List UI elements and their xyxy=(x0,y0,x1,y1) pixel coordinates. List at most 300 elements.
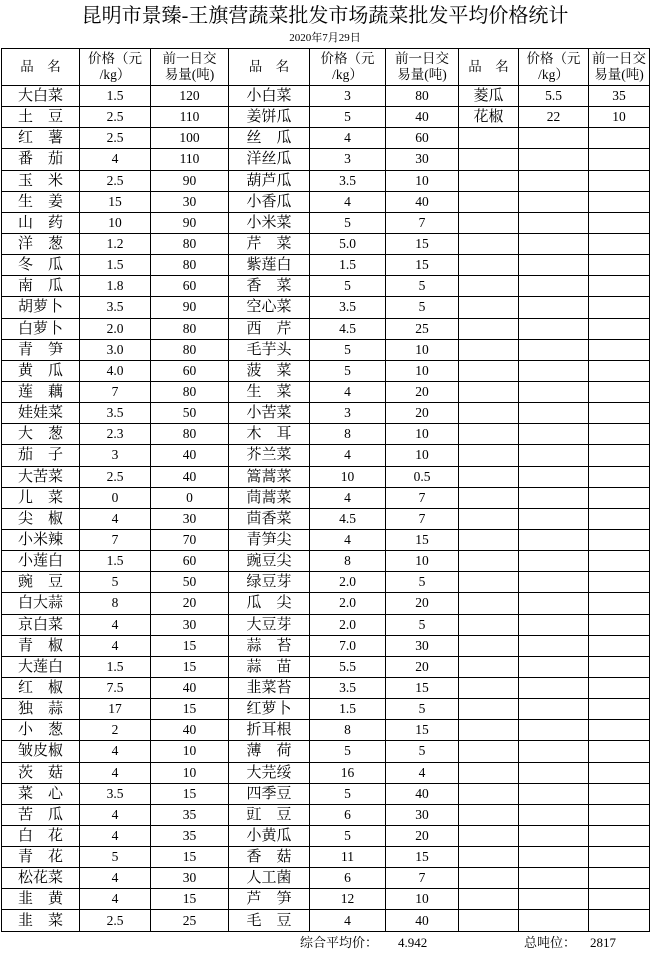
cell-volume: 15 xyxy=(151,889,229,910)
cell-price xyxy=(519,825,589,846)
cell-volume xyxy=(589,593,650,614)
cell-name: 茄 子 xyxy=(2,445,80,466)
table-row xyxy=(2,720,650,741)
table-row xyxy=(2,424,650,445)
cell-price xyxy=(519,551,589,572)
table-row xyxy=(2,529,650,550)
table-row xyxy=(2,487,650,508)
cell-name: 小黄瓜 xyxy=(229,825,310,846)
cell-price: 4 xyxy=(80,508,151,529)
cell-name xyxy=(459,508,519,529)
cell-price xyxy=(519,677,589,698)
cell-price: 4 xyxy=(80,825,151,846)
header-price xyxy=(80,49,151,86)
cell-name: 豇 豆 xyxy=(229,804,310,825)
cell-price: 3.5 xyxy=(80,783,151,804)
cell-price: 7.5 xyxy=(80,677,151,698)
table-row xyxy=(2,508,650,529)
cell-price xyxy=(519,529,589,550)
cell-volume xyxy=(589,720,650,741)
cell-volume: 20 xyxy=(151,593,229,614)
cell-name: 洋丝瓜 xyxy=(229,149,310,170)
cell-name: 瓜 尖 xyxy=(229,593,310,614)
cell-volume: 60 xyxy=(386,128,459,149)
cell-name xyxy=(459,191,519,212)
cell-price: 5 xyxy=(310,783,386,804)
cell-volume: 5 xyxy=(386,276,459,297)
cell-name: 毛芋头 xyxy=(229,339,310,360)
cell-volume: 90 xyxy=(151,212,229,233)
cell-price: 4 xyxy=(80,741,151,762)
cell-name: 大白菜 xyxy=(2,86,80,107)
cell-volume: 5 xyxy=(386,699,459,720)
cell-name: 红萝卜 xyxy=(229,699,310,720)
cell-price: 4 xyxy=(80,762,151,783)
cell-volume xyxy=(589,212,650,233)
cell-price xyxy=(519,255,589,276)
cell-volume xyxy=(589,149,650,170)
report-date: 2020年7月29日 xyxy=(289,32,361,44)
cell-name: 小米辣 xyxy=(2,529,80,550)
cell-name: 大芫绥 xyxy=(229,762,310,783)
table-row xyxy=(2,551,650,572)
cell-name xyxy=(459,529,519,550)
cell-volume: 7 xyxy=(386,868,459,889)
cell-price: 2 xyxy=(80,720,151,741)
cell-name xyxy=(459,677,519,698)
cell-name xyxy=(459,233,519,254)
cell-name xyxy=(459,825,519,846)
cell-name: 茼蒿菜 xyxy=(229,487,310,508)
cell-name xyxy=(459,720,519,741)
cell-volume: 0 xyxy=(151,487,229,508)
cell-name: 小莲白 xyxy=(2,551,80,572)
cell-volume xyxy=(589,508,650,529)
cell-volume xyxy=(589,551,650,572)
cell-name xyxy=(459,783,519,804)
cell-price: 1.5 xyxy=(310,699,386,720)
cell-name: 生 姜 xyxy=(2,191,80,212)
cell-name: 红 薯 xyxy=(2,128,80,149)
cell-price xyxy=(519,445,589,466)
cell-name xyxy=(459,466,519,487)
cell-volume: 60 xyxy=(151,551,229,572)
cell-volume: 70 xyxy=(151,529,229,550)
cell-name: 香 菇 xyxy=(229,847,310,868)
cell-name: 香 菜 xyxy=(229,276,310,297)
cell-volume: 7 xyxy=(386,212,459,233)
cell-volume: 20 xyxy=(386,825,459,846)
cell-name: 白萝卜 xyxy=(2,318,80,339)
cell-name xyxy=(459,614,519,635)
header-price-line1: 价格（元 xyxy=(88,51,142,66)
cell-name: 独 蒜 xyxy=(2,699,80,720)
cell-price xyxy=(519,593,589,614)
cell-name: 白大蒜 xyxy=(2,593,80,614)
cell-volume: 60 xyxy=(151,360,229,381)
price-table xyxy=(1,48,650,932)
table-row xyxy=(2,191,650,212)
header-price-line2: /kg） xyxy=(538,67,569,82)
cell-name: 韭 黄 xyxy=(2,889,80,910)
cell-volume xyxy=(589,847,650,868)
header-price xyxy=(519,49,589,86)
cell-name xyxy=(459,741,519,762)
cell-price: 8 xyxy=(310,720,386,741)
average-price-value: 4.942 xyxy=(398,935,428,950)
cell-volume: 4 xyxy=(386,762,459,783)
cell-name: 玉 米 xyxy=(2,170,80,191)
header-volume-line2: 易量(吨) xyxy=(164,67,215,82)
header-volume-line1: 前一日交 xyxy=(162,51,217,66)
cell-price: 3.5 xyxy=(80,297,151,318)
cell-price: 7 xyxy=(80,381,151,402)
cell-price xyxy=(519,804,589,825)
cell-volume: 110 xyxy=(151,107,229,128)
cell-volume: 20 xyxy=(386,403,459,424)
cell-volume xyxy=(589,233,650,254)
header-price xyxy=(310,49,386,86)
cell-name xyxy=(459,593,519,614)
cell-volume: 7 xyxy=(386,508,459,529)
header-price-line1: 价格（元 xyxy=(320,51,375,66)
cell-price: 5.0 xyxy=(310,233,386,254)
cell-price xyxy=(519,149,589,170)
cell-name: 茴香菜 xyxy=(229,508,310,529)
cell-volume xyxy=(589,191,650,212)
cell-volume xyxy=(589,128,650,149)
cell-price: 2.0 xyxy=(310,614,386,635)
cell-volume xyxy=(589,741,650,762)
cell-volume: 5 xyxy=(386,614,459,635)
cell-volume: 0.5 xyxy=(386,466,459,487)
cell-volume: 60 xyxy=(151,276,229,297)
cell-name: 芹 菜 xyxy=(229,233,310,254)
cell-price: 3 xyxy=(310,86,386,107)
cell-name xyxy=(459,255,519,276)
cell-volume xyxy=(589,762,650,783)
table-row xyxy=(2,825,650,846)
cell-price: 5 xyxy=(310,825,386,846)
cell-price: 10 xyxy=(80,212,151,233)
cell-price xyxy=(519,191,589,212)
table-row xyxy=(2,889,650,910)
cell-volume xyxy=(589,910,650,931)
cell-price: 1.8 xyxy=(80,276,151,297)
table-row xyxy=(2,572,650,593)
cell-price xyxy=(519,699,589,720)
cell-volume: 10 xyxy=(151,762,229,783)
table-row xyxy=(2,466,650,487)
cell-volume: 30 xyxy=(151,508,229,529)
cell-name: 黄 瓜 xyxy=(2,360,80,381)
cell-volume: 30 xyxy=(151,868,229,889)
table-row xyxy=(2,381,650,402)
cell-volume xyxy=(589,614,650,635)
cell-name: 土 豆 xyxy=(2,107,80,128)
cell-price: 4 xyxy=(80,635,151,656)
cell-name: 小米菜 xyxy=(229,212,310,233)
cell-volume xyxy=(589,825,650,846)
cell-name: 青 椒 xyxy=(2,635,80,656)
table-row xyxy=(2,699,650,720)
cell-volume: 10 xyxy=(386,170,459,191)
table-row xyxy=(2,360,650,381)
cell-price: 5 xyxy=(310,360,386,381)
cell-price xyxy=(519,635,589,656)
cell-volume: 80 xyxy=(151,424,229,445)
cell-name xyxy=(459,699,519,720)
cell-price: 0 xyxy=(80,487,151,508)
cell-price: 2.5 xyxy=(80,107,151,128)
cell-volume: 5 xyxy=(386,572,459,593)
header-price-line2: /kg） xyxy=(99,67,131,82)
cell-name xyxy=(459,762,519,783)
cell-volume: 40 xyxy=(151,677,229,698)
header-name-label: 品 名 xyxy=(20,59,61,74)
table-row xyxy=(2,403,650,424)
cell-price: 5 xyxy=(310,107,386,128)
table-row xyxy=(2,677,650,698)
cell-name: 大 葱 xyxy=(2,424,80,445)
cell-name xyxy=(459,149,519,170)
cell-volume: 15 xyxy=(386,255,459,276)
cell-volume: 10 xyxy=(589,107,650,128)
table-row xyxy=(2,656,650,677)
cell-name: 皱皮椒 xyxy=(2,741,80,762)
table-row xyxy=(2,212,650,233)
cell-price: 4.0 xyxy=(80,360,151,381)
cell-price xyxy=(519,847,589,868)
cell-price: 2.5 xyxy=(80,466,151,487)
cell-price: 4 xyxy=(310,128,386,149)
table-row xyxy=(2,910,650,931)
cell-name: 莲 藕 xyxy=(2,381,80,402)
cell-price xyxy=(519,656,589,677)
cell-price: 3 xyxy=(310,149,386,170)
cell-name: 青 花 xyxy=(2,847,80,868)
cell-volume: 80 xyxy=(386,86,459,107)
cell-name: 葫芦瓜 xyxy=(229,170,310,191)
cell-volume: 40 xyxy=(151,720,229,741)
cell-volume: 15 xyxy=(151,656,229,677)
cell-price xyxy=(519,783,589,804)
cell-name xyxy=(459,318,519,339)
table-row xyxy=(2,276,650,297)
cell-price: 4 xyxy=(310,191,386,212)
cell-volume xyxy=(589,445,650,466)
table-row xyxy=(2,297,650,318)
cell-volume: 25 xyxy=(151,910,229,931)
cell-name: 韭 菜 xyxy=(2,910,80,931)
table-row xyxy=(2,741,650,762)
cell-volume: 10 xyxy=(386,360,459,381)
cell-price: 11 xyxy=(310,847,386,868)
cell-price: 7 xyxy=(80,529,151,550)
cell-volume xyxy=(589,255,650,276)
header-name xyxy=(459,49,519,86)
cell-name: 儿 菜 xyxy=(2,487,80,508)
cell-volume: 40 xyxy=(386,910,459,931)
cell-name: 菱瓜 xyxy=(459,86,519,107)
cell-price xyxy=(519,466,589,487)
table-row xyxy=(2,593,650,614)
cell-volume xyxy=(589,318,650,339)
cell-price: 8 xyxy=(80,593,151,614)
cell-price: 3 xyxy=(310,403,386,424)
cell-volume xyxy=(589,487,650,508)
cell-volume: 30 xyxy=(386,149,459,170)
table-row xyxy=(2,614,650,635)
cell-price: 1.5 xyxy=(80,255,151,276)
cell-price xyxy=(519,741,589,762)
cell-name: 木 耳 xyxy=(229,424,310,445)
cell-name xyxy=(459,847,519,868)
cell-volume xyxy=(589,170,650,191)
cell-volume xyxy=(589,804,650,825)
cell-name xyxy=(459,445,519,466)
cell-volume xyxy=(589,889,650,910)
cell-name xyxy=(459,403,519,424)
cell-price: 5 xyxy=(310,339,386,360)
cell-price: 5 xyxy=(310,741,386,762)
cell-volume: 20 xyxy=(386,656,459,677)
cell-name: 四季豆 xyxy=(229,783,310,804)
total-tonnage-value: 2817 xyxy=(590,935,616,950)
cell-volume: 40 xyxy=(151,466,229,487)
cell-volume: 5 xyxy=(386,741,459,762)
cell-volume: 30 xyxy=(151,614,229,635)
cell-price: 5 xyxy=(310,276,386,297)
cell-volume: 40 xyxy=(386,191,459,212)
cell-price: 2.5 xyxy=(80,170,151,191)
cell-volume xyxy=(589,635,650,656)
cell-volume: 80 xyxy=(151,233,229,254)
cell-price: 2.0 xyxy=(310,593,386,614)
cell-name xyxy=(459,889,519,910)
cell-price: 4 xyxy=(310,529,386,550)
cell-volume: 15 xyxy=(151,783,229,804)
cell-price: 8 xyxy=(310,424,386,445)
table-row xyxy=(2,149,650,170)
cell-price: 2.0 xyxy=(80,318,151,339)
cell-volume: 10 xyxy=(386,445,459,466)
cell-volume: 90 xyxy=(151,170,229,191)
cell-name xyxy=(459,297,519,318)
cell-name xyxy=(459,910,519,931)
cell-name xyxy=(459,551,519,572)
cell-price: 3.0 xyxy=(80,339,151,360)
cell-price: 2.0 xyxy=(310,572,386,593)
cell-volume: 15 xyxy=(151,699,229,720)
cell-name: 番 茄 xyxy=(2,149,80,170)
cell-name: 小 葱 xyxy=(2,720,80,741)
cell-name: 折耳根 xyxy=(229,720,310,741)
cell-name: 小香瓜 xyxy=(229,191,310,212)
cell-price: 1.5 xyxy=(80,656,151,677)
cell-volume: 10 xyxy=(386,551,459,572)
cell-volume: 15 xyxy=(386,677,459,698)
cell-price xyxy=(519,424,589,445)
cell-volume: 15 xyxy=(386,233,459,254)
cell-volume xyxy=(589,381,650,402)
cell-price: 1.5 xyxy=(80,551,151,572)
cell-name: 蒜 苔 xyxy=(229,635,310,656)
cell-volume: 25 xyxy=(386,318,459,339)
cell-volume: 35 xyxy=(151,825,229,846)
cell-price: 3.5 xyxy=(310,677,386,698)
cell-price: 1.5 xyxy=(80,86,151,107)
cell-volume: 80 xyxy=(151,381,229,402)
page-title: 昆明市景臻-王旗营蔬菜批发市场蔬菜批发平均价格统计 xyxy=(81,5,569,27)
cell-volume xyxy=(589,529,650,550)
table-header xyxy=(2,49,650,86)
cell-name: 胡萝卜 xyxy=(2,297,80,318)
cell-price: 17 xyxy=(80,699,151,720)
cell-price xyxy=(519,233,589,254)
cell-name: 茨 菇 xyxy=(2,762,80,783)
table-row xyxy=(2,128,650,149)
header-volume xyxy=(386,49,459,86)
cell-name: 篙蒿菜 xyxy=(229,466,310,487)
cell-name: 蒜 苗 xyxy=(229,656,310,677)
cell-price: 4.5 xyxy=(310,508,386,529)
cell-volume: 10 xyxy=(386,889,459,910)
cell-price: 16 xyxy=(310,762,386,783)
cell-name: 薄 荷 xyxy=(229,741,310,762)
cell-price: 4 xyxy=(310,445,386,466)
cell-name: 松花菜 xyxy=(2,868,80,889)
cell-volume: 80 xyxy=(151,255,229,276)
cell-price xyxy=(519,910,589,931)
cell-volume: 20 xyxy=(386,593,459,614)
cell-name: 生 菜 xyxy=(229,381,310,402)
table-row xyxy=(2,318,650,339)
cell-price xyxy=(519,762,589,783)
table-row xyxy=(2,783,650,804)
cell-price: 22 xyxy=(519,107,589,128)
cell-price: 3.5 xyxy=(310,170,386,191)
cell-volume: 10 xyxy=(386,339,459,360)
cell-price: 12 xyxy=(310,889,386,910)
cell-name: 大苦菜 xyxy=(2,466,80,487)
header-row xyxy=(2,49,650,86)
cell-price: 4 xyxy=(310,487,386,508)
cell-name: 豌 豆 xyxy=(2,572,80,593)
cell-volume: 50 xyxy=(151,572,229,593)
cell-name xyxy=(459,487,519,508)
cell-volume: 40 xyxy=(386,783,459,804)
cell-price: 2.3 xyxy=(80,424,151,445)
cell-volume: 7 xyxy=(386,487,459,508)
cell-name: 绿豆芽 xyxy=(229,572,310,593)
cell-price: 4.5 xyxy=(310,318,386,339)
cell-price: 4 xyxy=(310,381,386,402)
cell-volume xyxy=(589,424,650,445)
table-row xyxy=(2,107,650,128)
table-row xyxy=(2,868,650,889)
cell-price: 4 xyxy=(80,868,151,889)
cell-price xyxy=(519,614,589,635)
cell-volume: 120 xyxy=(151,86,229,107)
cell-volume xyxy=(589,276,650,297)
cell-volume: 30 xyxy=(386,804,459,825)
cell-volume: 90 xyxy=(151,297,229,318)
cell-volume: 80 xyxy=(151,318,229,339)
cell-name xyxy=(459,424,519,445)
cell-volume xyxy=(589,783,650,804)
cell-price xyxy=(519,297,589,318)
